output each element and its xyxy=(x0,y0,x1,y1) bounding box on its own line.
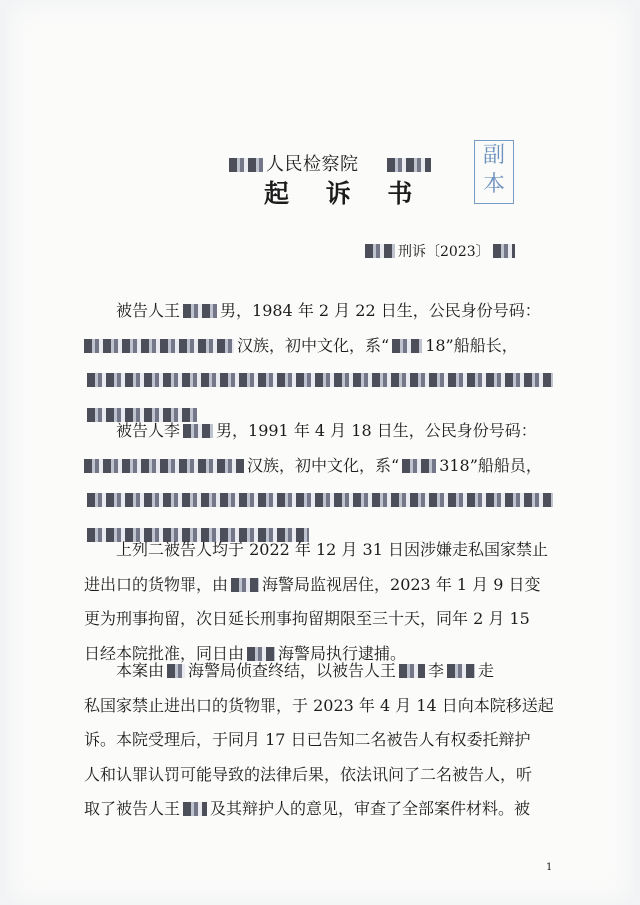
case-paragraph: 本案由 海警局侦查终结，以被告人王 李 走 私国家禁止进出口的货物罪，于 2023 年 4 月 14 日向本院移送起 诉。本院受理后，于同月 17 日已告知二名被告人有权委托辩护 人和认罪认罚可能导致的法律后果，依法讯问了二名被告人，听 取了被告人王 及其辩护人的意见，审查了全部案件材料。被 xyxy=(84,661,554,818)
redacted-region xyxy=(447,664,475,678)
redacted-region xyxy=(183,304,217,318)
redacted-region xyxy=(399,664,425,678)
redacted-region xyxy=(392,339,422,353)
defendant-1-paragraph: 被告人王 男，1984 年 2 月 22 日生，公民身份号码： 汉族，初中文化，系“ 18”船船长， xyxy=(84,294,554,432)
indictment-page xyxy=(6,0,634,905)
redacted-region xyxy=(229,158,263,172)
redacted-id-number xyxy=(84,459,244,473)
redacted-region xyxy=(183,424,213,438)
redacted-region xyxy=(402,459,436,473)
redacted-region xyxy=(365,244,395,258)
detention-paragraph: 上列二被告人均于 2022 年 12 月 31 日因涉嫌走私国家禁止 进出口的货物罪，由 海警局监视居住，2023 年 1 月 9 日变 更为刑事拘留，次日延长刑事拘留期限至三十天，同年 2 月 15 日经本院批准，同日由 海警局执行逮捕。 xyxy=(84,540,548,663)
redacted-region xyxy=(231,578,259,592)
redacted-line xyxy=(84,363,554,398)
page-number: 1 xyxy=(546,862,553,873)
redacted-region xyxy=(493,244,515,258)
copy-stamp: 副 本 xyxy=(474,140,514,204)
document-title: 起 诉 书 xyxy=(264,179,427,208)
redacted-region xyxy=(167,664,185,678)
redacted-line xyxy=(84,483,554,518)
procuratorate-name: 人民检察院 xyxy=(226,150,434,176)
redacted-region xyxy=(183,802,207,816)
document-number: 刑诉〔2023〕 xyxy=(362,241,518,261)
defendant-2-paragraph: 被告人李 男，1991 年 4 月 18 日生，公民身份号码： 汉族，初中文化，系“ 318”船船员， xyxy=(84,414,554,552)
redacted-id-number xyxy=(84,339,234,353)
redacted-region xyxy=(387,158,431,172)
